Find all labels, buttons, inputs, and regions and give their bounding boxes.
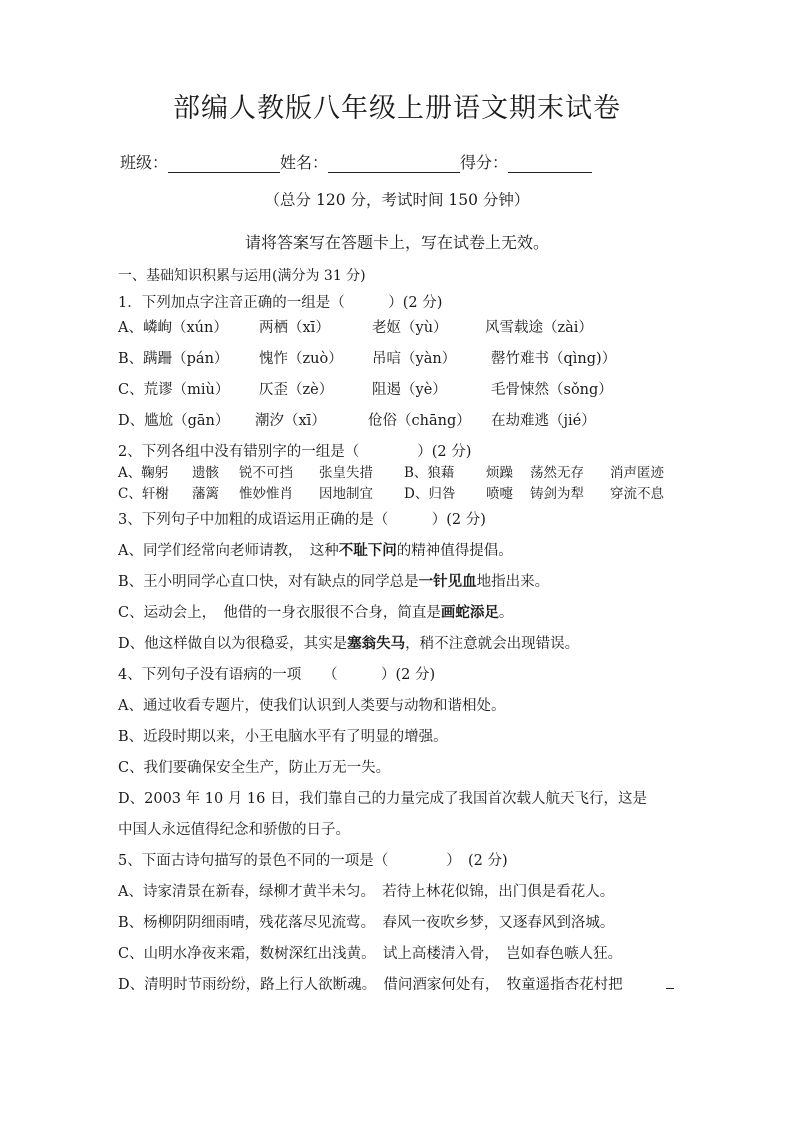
- q2-word: 因地制宜: [319, 486, 373, 502]
- answer-notice: 请将答案写在答题卡上，写在试卷上无效。: [244, 233, 549, 252]
- q2-word: 张皇失措: [319, 465, 373, 481]
- q3-b-pre: B、王小明同学心直口快，对有缺点的同学总是: [118, 574, 419, 590]
- q1-option: 愧怍（zuò）: [259, 351, 343, 367]
- q3-c-idiom: 画蛇添足: [440, 604, 499, 621]
- q2-word: B、狼藉: [404, 465, 455, 481]
- q3-c-post: 。: [498, 605, 514, 621]
- question-2-stem: 2、下列各组中没有错别字的一组是（ ）(2 分): [118, 444, 472, 460]
- class-label: 班级：: [120, 153, 169, 172]
- q1-option: B、蹒跚（pán）: [118, 351, 229, 367]
- section-heading: 一、基础知识积累与运用(满分为 31 分): [118, 268, 366, 284]
- name-blank: [328, 153, 460, 173]
- q3-d-post: ，稍不注意就会出现错误。: [405, 636, 580, 652]
- q3-option-d: [118, 632, 579, 653]
- q1-option: 两栖（xī）: [259, 320, 330, 336]
- question-5-stem: 5、下面古诗句描写的景色不同的一项是（ ） (2 分): [118, 853, 508, 869]
- q3-a-pre: A、同学们经常向老师请教， 这种: [118, 543, 339, 559]
- q2-word: 藩篱: [192, 486, 219, 502]
- q1-option: 伧俗（chāng）: [368, 413, 471, 429]
- q2-word: 消声匿迹: [610, 465, 664, 481]
- q1-option: 吊唁（yàn）: [372, 351, 457, 367]
- q2-word: 遗骸: [192, 465, 219, 481]
- q2-word: 穿流不息: [610, 486, 664, 502]
- q2-word: 惟妙惟肖: [239, 486, 293, 502]
- q2-word: D、归咎: [404, 486, 456, 502]
- q1-option: C、荒谬（miù）: [118, 382, 230, 398]
- q3-a-post: 的精神值得提倡。: [396, 543, 513, 559]
- q3-b-post: 地指出来。: [476, 574, 550, 590]
- q4-option-a: A、通过收看专题片，使我们认识到人类要与动物和谐相处。: [118, 698, 506, 714]
- q4-option-d: D、2003 年 10 月 16 日，我们靠自己的力量完成了我国首次载人航天飞行，这是: [118, 791, 647, 807]
- class-blank: [168, 153, 280, 173]
- student-info-line: [120, 150, 592, 173]
- q3-c-pre: C、运动会上， 他借的一身衣服很不合身，简直是: [118, 605, 441, 621]
- q2-word: C、轩榭: [118, 486, 169, 502]
- q1-option: 潮汐（xī）: [255, 413, 326, 429]
- q4-option-b: B、近段时期以来，小王电脑水平有了明显的增强。: [118, 729, 448, 745]
- question-3-stem: 3、下列句子中加粗的成语运用正确的是（ ）(2 分): [118, 512, 486, 528]
- q1-option: 仄歪（zè）: [259, 382, 334, 398]
- q4-option-c: C、我们要确保安全生产，防止万无一失。: [118, 760, 391, 776]
- q1-option: 在劫难逃（jié）: [491, 413, 596, 429]
- q1-option: 阻遏（yè）: [372, 382, 447, 398]
- q3-option-c: [118, 601, 513, 622]
- q1-option: 罄竹难书（qìng)）: [491, 351, 617, 367]
- q1-option: 老妪（yù）: [372, 320, 448, 336]
- question-1-stem: 1．下列加点字注音正确的一组是（ ）(2 分): [118, 295, 443, 311]
- q1-option: D、尴尬（gān）: [118, 413, 230, 429]
- q5-option-d: D、清明时节雨纷纷，路上行人欲断魂。 借问酒家何处有， 牧童遥指杏花村把: [118, 977, 623, 993]
- question-4-stem: 4、下列句子没有语病的一项 （ ）(2 分): [118, 667, 436, 683]
- q3-a-idiom: 不耻下问: [338, 542, 397, 559]
- q2-word: 喷嚏: [486, 486, 513, 502]
- q5-option-c: C、山明水净夜来霜，数树深红出浅黄。 试上高楼清入骨， 岂如春色嗾人狂。: [118, 946, 623, 962]
- q3-d-idiom: 塞翁失马: [347, 635, 406, 652]
- trailing-underline: [666, 988, 674, 989]
- q2-word: 荡然无存: [530, 465, 584, 481]
- q3-b-idiom: 一针见血: [418, 573, 477, 590]
- exam-title: 部编人教版八年级上册语文期末试卷: [173, 93, 621, 124]
- exam-duration-note: （总分 120 分，考试时间 150 分钟）: [264, 191, 530, 209]
- q5-option-b: B、杨柳阴阴细雨晴，残花落尽见流莺。 春风一夜吹乡梦，又逐春风到洛城。: [118, 915, 615, 931]
- q3-option-b: [118, 570, 549, 591]
- q2-word: 锐不可挡: [239, 465, 293, 481]
- q2-word: 铸剑为犁: [530, 486, 584, 502]
- q3-option-a: [118, 539, 513, 560]
- q5-option-a: A、诗家清景在新春，绿柳才黄半未匀。 若待上林花似锦，出门俱是看花人。: [118, 884, 615, 900]
- q4-option-d-cont: 中国人永远值得纪念和骄傲的日子。: [118, 822, 350, 838]
- name-label: 姓名：: [280, 153, 329, 172]
- q2-word: 烦躁: [486, 465, 513, 481]
- q3-d-pre: D、他这样做自以为很稳妥，其实是: [118, 636, 348, 652]
- score-blank: [508, 153, 592, 173]
- q2-word: A、鞠躬: [118, 465, 169, 481]
- q1-option: A、嶙峋（xún）: [118, 320, 228, 336]
- q1-option: 毛骨悚然（sǒng）: [491, 382, 613, 398]
- score-label: 得分：: [460, 153, 509, 172]
- q1-option: 风雪载途（zài）: [485, 320, 593, 336]
